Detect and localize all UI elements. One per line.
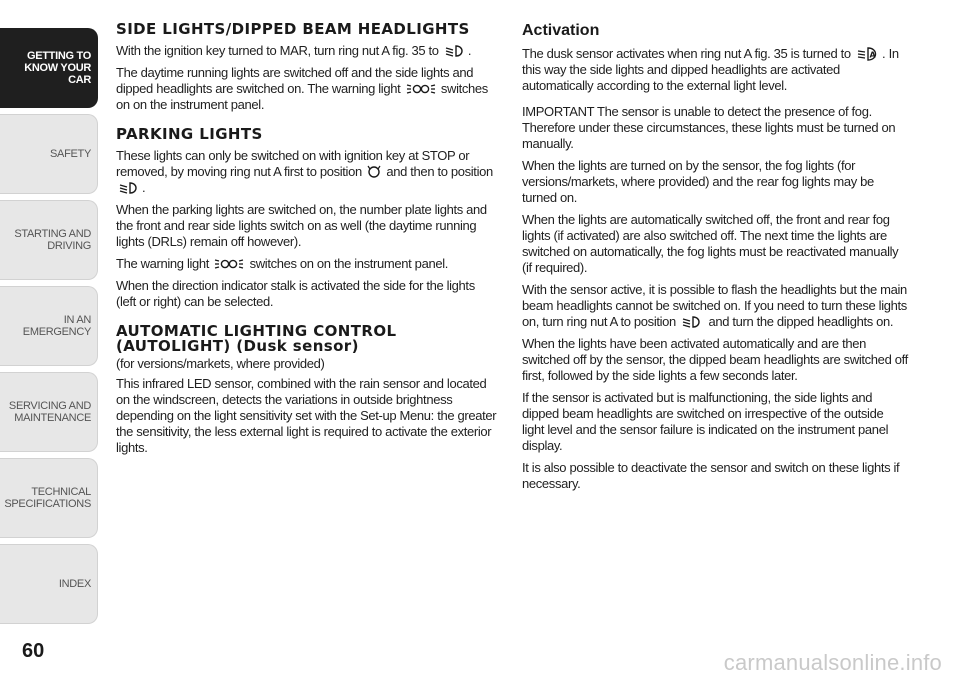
heading-side-lights: SIDE LIGHTS/DIPPED BEAM HEADLIGHTS [116, 20, 470, 38]
paragraph: With the ignition key turned to MAR, turn ring nut A fig. 35 to . [116, 43, 472, 58]
paragraph: When the direction indicator stalk is activated the side for the lights (left or right) can be selected. [116, 278, 475, 309]
dipped-beam-icon [118, 181, 140, 195]
heading-automatic-lighting-control: AUTOMATIC LIGHTING CONTROL (AUTOLIGHT) (Dusk sensor) [116, 322, 397, 355]
tab-getting-to-know-your-car[interactable]: GETTING TO KNOW YOUR CAR [0, 28, 98, 108]
paragraph: IMPORTANT The sensor is unable to detect the presence of fog. Therefore under these circumstances, these lights must be turned on manually. [522, 104, 896, 151]
page-number: 60 [22, 640, 45, 662]
paragraph: With the sensor active, it is possible to flash the headlights but the main beam headlights cannot be switched on. If you need to turn these lights on, turn ring nut A to position and turn the dipped headlights on. [522, 282, 907, 329]
paragraph: These lights can only be switched on with ignition key at STOP or removed, by moving ring nut A first to position and then to position . [116, 148, 493, 195]
paragraph: The daytime running lights are switched off and the side lights and dipped headlights are switched on. The warning light switches on on the instrument panel. [116, 65, 488, 112]
tab-servicing-and-maintenance[interactable]: SERVICING AND MAINTENANCE [0, 372, 98, 452]
paragraph: When the lights are turned on by the sensor, the fog lights (for versions/markets, where provided) and the rear fog lights may be turned on. [522, 158, 874, 205]
tab-technical-specifications[interactable]: TECHNICAL SPECIFICATIONS [0, 458, 98, 538]
paragraph: When the lights have been activated automatically and are then switched off by the sensor, the dipped beam headlights are switched off first, followed by the side lights a few seconds later. [522, 336, 908, 383]
tab-starting-and-driving[interactable]: STARTING AND DRIVING [0, 200, 98, 280]
paragraph: It is also possible to deactivate the sensor and switch on these lights if necessary. [522, 460, 900, 491]
dipped-beam-icon [444, 44, 466, 58]
paragraph: When the lights are automatically switched off, the front and rear fog lights (if activated) are also switched off. The next time the lights are switched on automatically, the fog lights must be reactivated manually (if required). [522, 212, 899, 275]
side-lights-icon [406, 82, 436, 96]
auto-light-icon [856, 47, 880, 61]
heading-activation: Activation [522, 22, 600, 39]
svg-text:A: A [869, 50, 876, 60]
side-lights-icon [214, 257, 244, 271]
paragraph: This infrared LED sensor, combined with the rain sensor and located on the windscreen, detects the variations in outside brightness depending on the light sensitivity set with the Set-up Menu: the greater the sensitivity, the less external light is required to activate the exterior lights. [116, 376, 497, 455]
parking-light-icon [367, 165, 381, 179]
left-column [116, 22, 498, 462]
paragraph: (for versions/markets, where provided) [116, 356, 325, 371]
paragraph: The warning light switches on on the instrument panel. [116, 256, 449, 271]
paragraph: If the sensor is activated but is malfunctioning, the side lights and dipped beam headlights are switched on irrespective of the outside light level and the sensor failure is indicated on the instrument panel display. [522, 390, 889, 453]
heading-parking-lights: PARKING LIGHTS [116, 125, 263, 143]
right-column [522, 22, 908, 498]
watermark: carmanualsonline.info [723, 650, 942, 675]
paragraph: The dusk sensor activates when ring nut A fig. 35 is turned to A . In this way the side lights and dipped headlights are activated automatically according to the external light level. [522, 46, 899, 93]
paragraph: When the parking lights are switched on, the number plate lights and the front and rear side lights switch on as well (the daytime running lights (DRLs) remain off however). [116, 202, 487, 249]
tab-safety[interactable]: SAFETY [0, 114, 98, 194]
tab-index[interactable]: INDEX [0, 544, 98, 624]
tab-in-an-emergency[interactable]: IN AN EMERGENCY [0, 286, 98, 366]
dipped-beam-icon [681, 315, 703, 329]
